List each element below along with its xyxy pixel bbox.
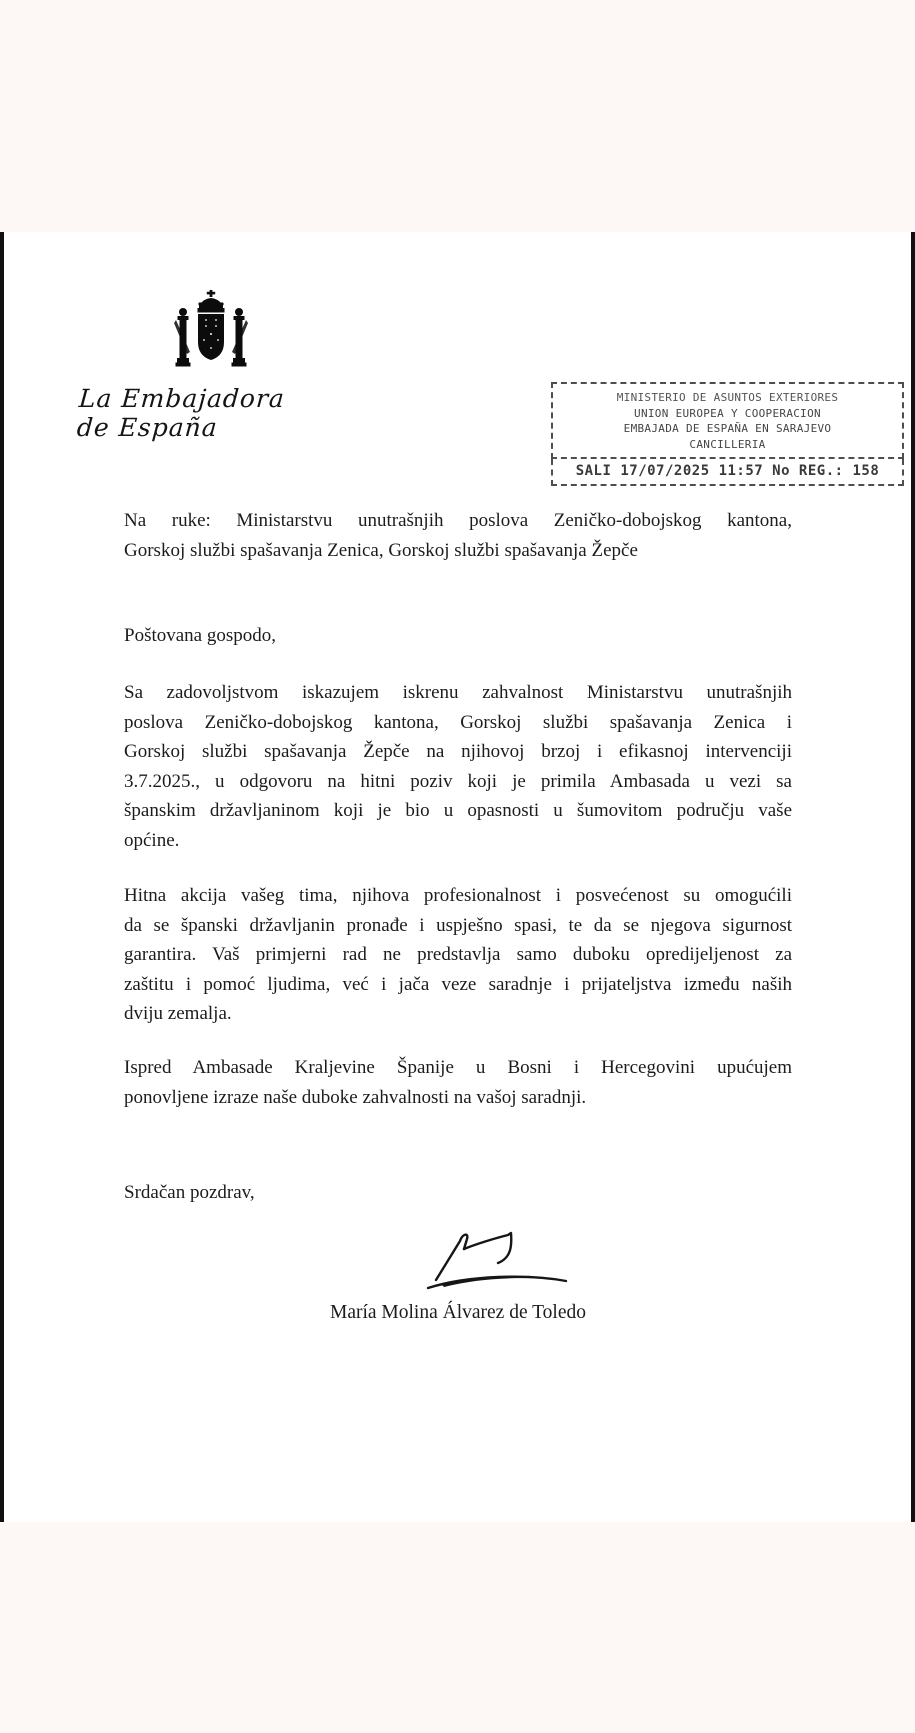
spain-coat-of-arms-icon — [173, 290, 249, 378]
body-line: Gorskoj službi spašavanja Žepče na njihovoj brzoj i efikasnoj intervenciji — [124, 741, 792, 762]
body-line: Hitna akcija vašeg tima, njihova profesionalnost i posvećenost su omogućili — [124, 885, 792, 906]
stamp-line: CANCILLERIA — [689, 437, 766, 451]
body-line: Sa zadovoljstvom iskazujem iskrenu zahvalnost Ministarstvu unutrašnjih — [124, 682, 792, 703]
stamp-line: MINISTERIO DE ASUNTOS EXTERIORES — [616, 391, 839, 404]
signer-name: María Molina Álvarez de Toledo — [329, 1302, 587, 1323]
closing-salutation — [124, 1178, 792, 1208]
body-line: dviju zemalja. — [124, 1003, 232, 1024]
body-line: poslova Zeničko-dobojskog kantona, Gorskoj službi spašavanja Zenica i — [124, 711, 792, 733]
stamp-registry-line: SALI 17/07/2025 11:57 No REG.: 158 — [551, 459, 904, 486]
body-line: 3.7.2025., u odgovoru na hitni poziv koji je primila Ambasada u vezi sa — [124, 770, 792, 792]
paragraph-3 — [124, 1053, 792, 1112]
body-line: zaštitu i pomoć ljudima, već i jača veze saradnje i prijateljstva između naših — [124, 973, 792, 995]
salutation — [124, 621, 792, 651]
body-line: ponovljene izraze naše duboke zahvalnosti na vašoj saradnji. — [124, 1086, 587, 1108]
registry-stamp — [551, 382, 904, 486]
paragraph-2 — [124, 881, 792, 1029]
paragraph-1 — [124, 678, 792, 855]
body-line: španskim državljaninom koji je bio u opasnosti u šumovitom području vaše — [124, 800, 792, 821]
signature-icon — [424, 1230, 572, 1294]
salutation-line: Poštovana gospodo, — [124, 625, 276, 646]
stamp-line: EMBAJADA DE ESPAÑA EN SARAJEVO — [623, 422, 832, 435]
addressee-line: Gorskoj službi spašavanja Zenica, Gorskoj službi spašavanja Žepče — [124, 539, 638, 561]
embassy-script-title: La Embajadora de España — [75, 384, 286, 442]
addressee-block — [124, 506, 792, 565]
body-line: da se španski državljanin pronađe i uspješno spasi, te da se njegova sigurnost — [124, 914, 792, 936]
stamp-line: UNION EUROPEA Y COOPERACION — [634, 406, 821, 420]
stamp-ministry-box — [551, 382, 904, 459]
body-line: općine. — [124, 829, 180, 851]
addressee-line: Na ruke: Ministarstvu unutrašnjih poslova Zeničko-dobojskog kantona, — [124, 510, 792, 531]
closing-line: Srdačan pozdrav, — [124, 1182, 255, 1203]
body-line: garantira. Vaš primjerni rad ne predstavlja samo duboku opredijeljenost za — [124, 944, 792, 965]
body-line: Ispred Ambasade Kraljevine Španije u Bosni i Hercegovini upućujem — [124, 1057, 792, 1078]
